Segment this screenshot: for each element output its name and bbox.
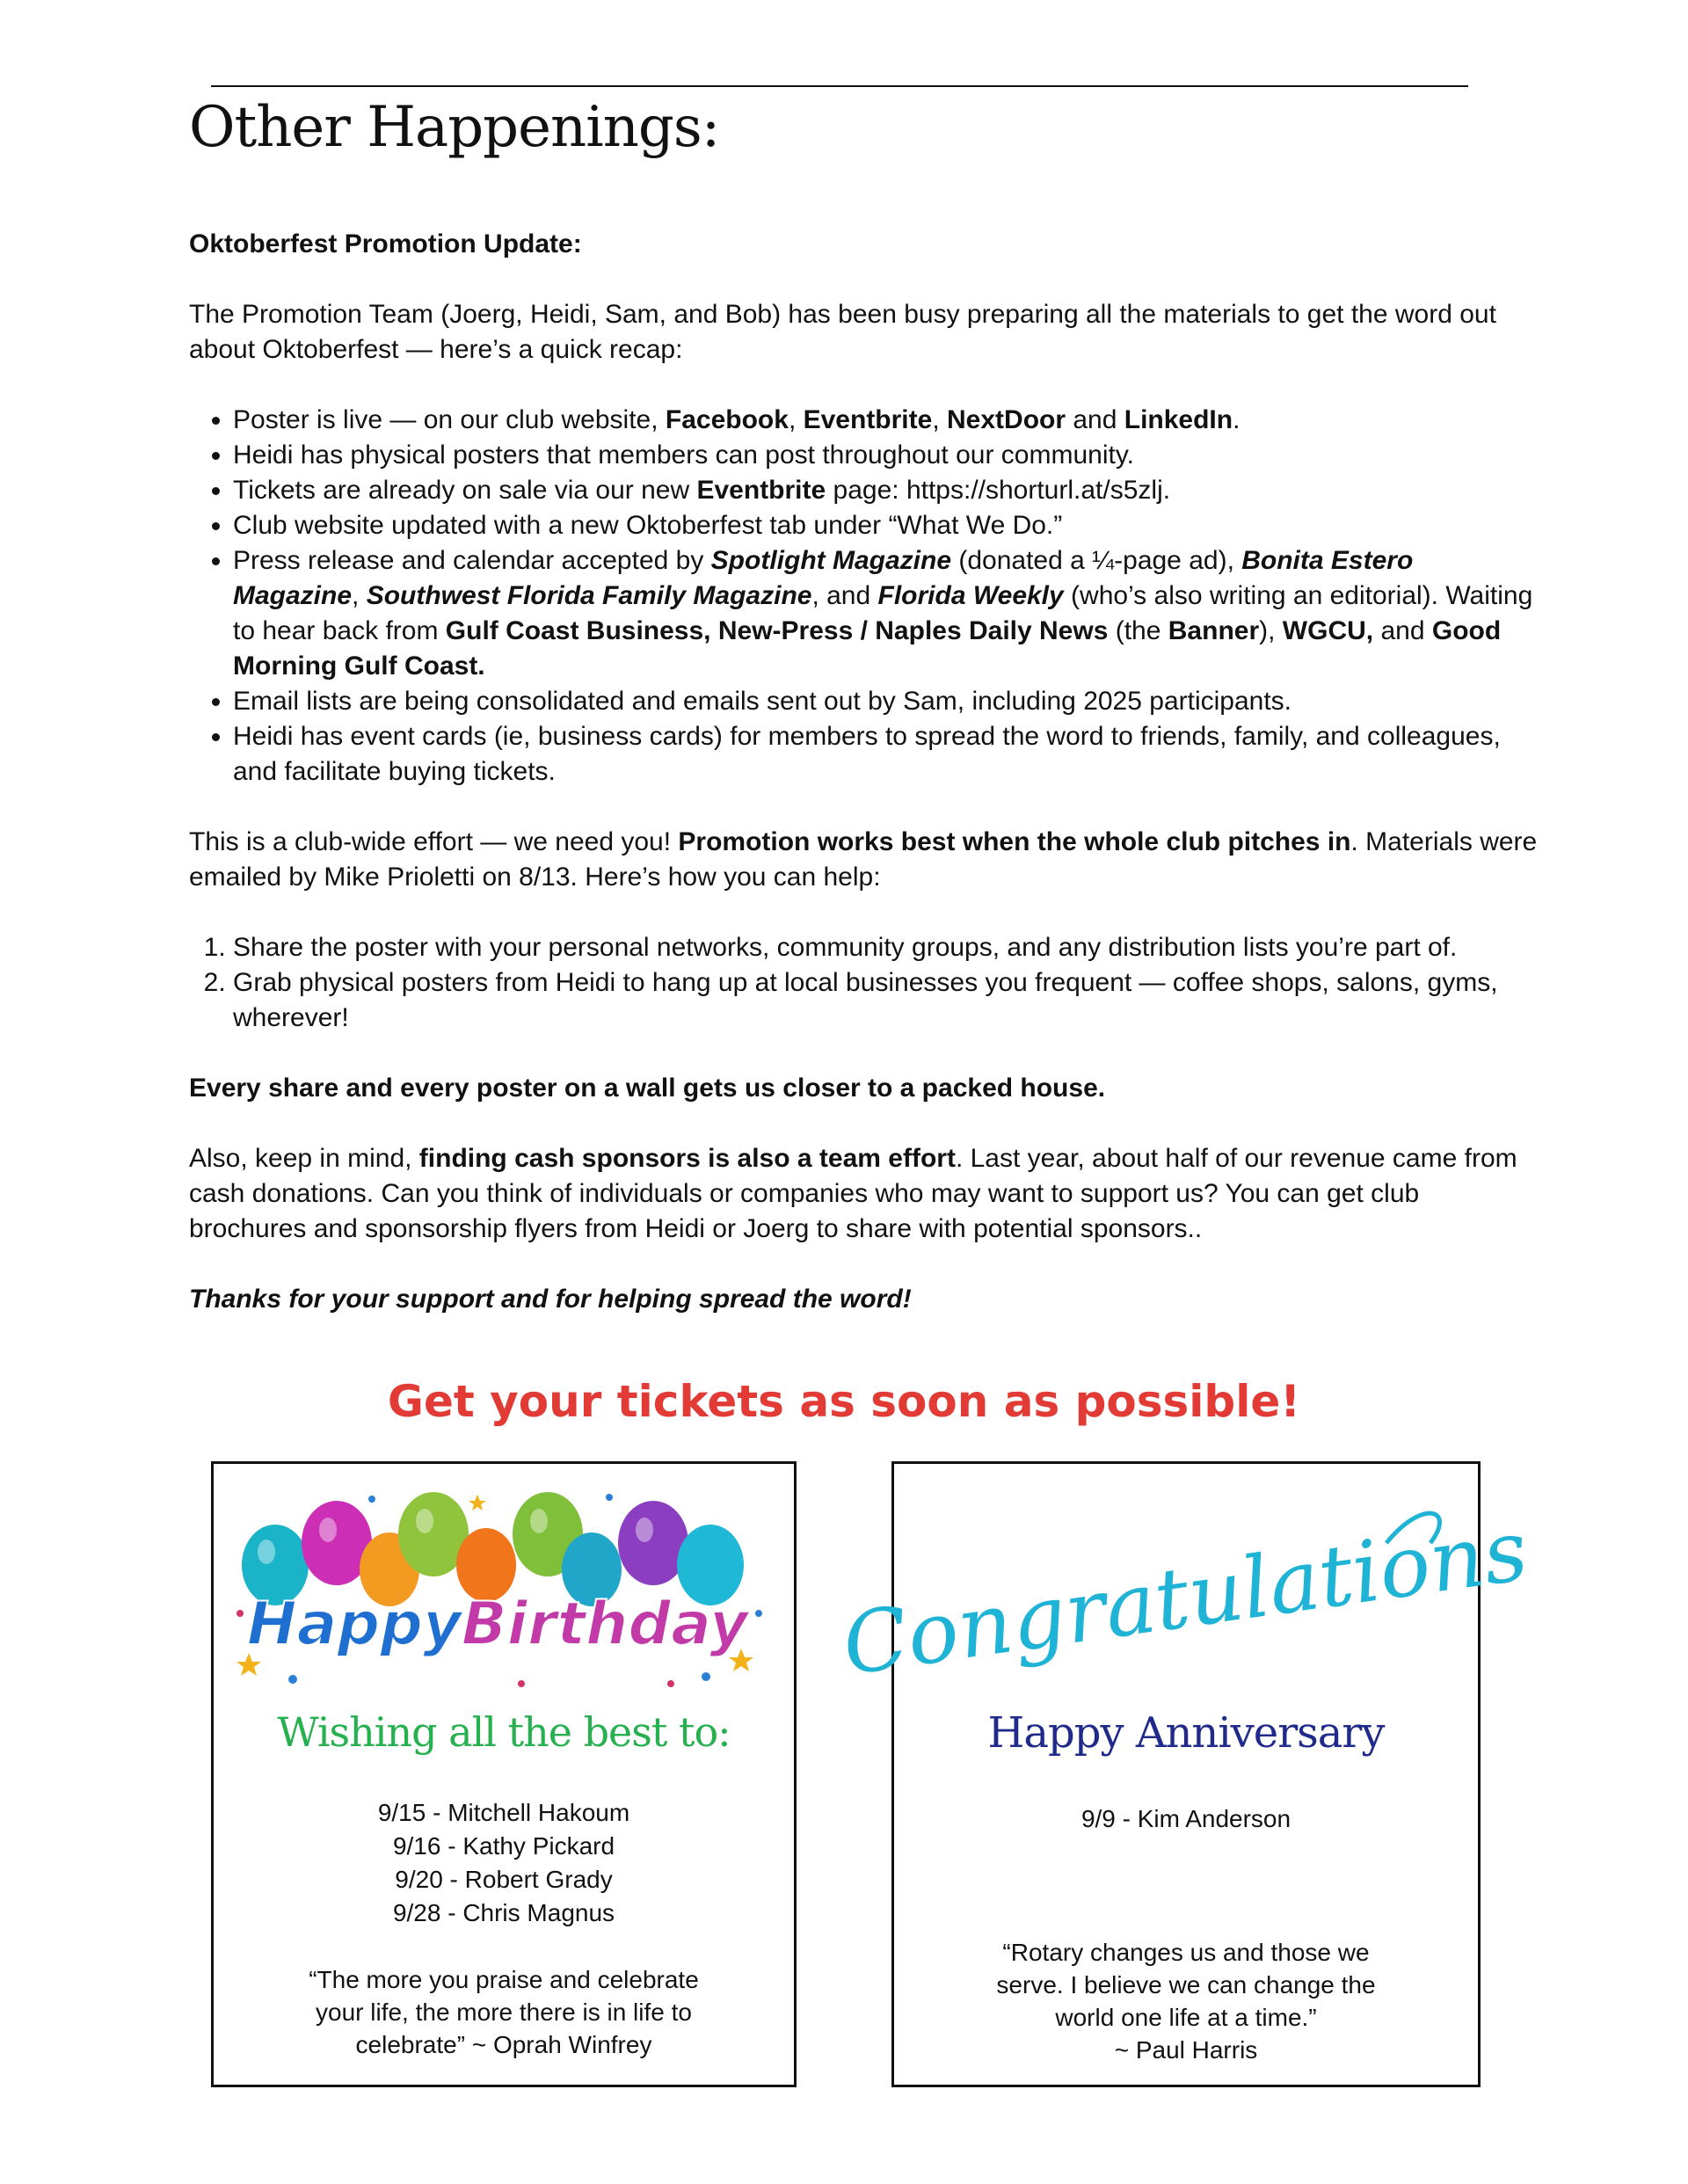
- top-divider: [211, 85, 1468, 87]
- birthday-art-text: Birthday: [461, 1590, 749, 1659]
- recap-list: [189, 403, 1543, 790]
- list-item: • Poster is live — on our club website, Facebook, Eventbrite, NextDoor and LinkedIn.: [233, 403, 1543, 438]
- help-steps: [189, 930, 1543, 1036]
- anniversary-quote: “Rotary changes us and those we serve. I believe we can change the world one life at a time.” ~ Paul Harris: [996, 1939, 1376, 2064]
- birthday-heading: Wishing all the best to:: [277, 1708, 731, 1756]
- tickets-call-to-action: Get your tickets as soon as possible!: [387, 1376, 1301, 1427]
- list-item: 1. Share the poster with your personal networks, community groups, and any distribution lists you’re part of.: [233, 930, 1543, 965]
- section-intro: The Promotion Team (Joerg, Heidi, Sam, and Bob) has been busy preparing all the materials to get the word out about Oktoberfest — here’s a quick recap:: [189, 300, 1496, 364]
- list-item: • Tickets are already on sale via our new Eventbrite page: https://shorturl.at/s5zlj.: [233, 473, 1543, 508]
- happy-birthday-balloons-icon: [214, 1481, 794, 1701]
- list-item: • Email lists are being consolidated and emails sent out by Sam, including 2025 participants.: [233, 684, 1543, 719]
- list-item: 9/20 - Robert Grady: [395, 1866, 613, 1893]
- ticket-link[interactable]: page: https://shorturl.at/s5zlj.: [826, 476, 1171, 505]
- list-item: 9/16 - Kathy Pickard: [392, 1832, 615, 1860]
- list-item: • Press release and calendar accepted by Spotlight Magazine (donated a ¼-page ad), Bonita Estero Magazine, Southwest Florida Family Magazine, and Florida Weekly (who’s also writing an editorial). Waiting to hear back from Gulf Coast Business, New-Press / Naples Daily News (the Banner), WGCU, and Good Morning Gulf Coast.: [233, 543, 1543, 684]
- list-item: 9/28 - Chris Magnus: [392, 1899, 615, 1926]
- birthday-card: [211, 1461, 797, 2087]
- birthday-quote: “The more you praise and celebrate your life, the more there is in life to celebrate” ~ Oprah Winfrey: [309, 1966, 699, 2058]
- list-item: • Club website updated with a new Oktoberfest tab under “What We Do.”: [233, 508, 1543, 543]
- list-item: • Heidi has event cards (ie, business cards) for members to spread the word to friends, family, and colleagues, and facilitate buying tickets.: [233, 719, 1543, 790]
- list-item: • Heidi has physical posters that members can post throughout our community.: [233, 438, 1543, 473]
- thanks-line: Thanks for your support and for helping spread the word!: [189, 1285, 912, 1314]
- anniversary-heading: Happy Anniversary: [987, 1708, 1385, 1758]
- list-item: 2. Grab physical posters from Heidi to hang up at local businesses you frequent — coffee shops, salons, gyms, wherever!: [233, 965, 1543, 1036]
- callout-paragraph: This is a club-wide effort — we need you! Promotion works best when the whole club pitches in. Materials were emailed by Mike Prioletti on 8/13. Here’s how you can help:: [189, 827, 1538, 892]
- page-title: Other Happenings:: [189, 95, 720, 160]
- anniversary-card: [836, 1461, 1533, 2087]
- congratulations-script-icon: [836, 1481, 1533, 1701]
- birthday-names: [214, 1796, 794, 1930]
- anniversary-names: [894, 1802, 1478, 1836]
- emphasis-line: Every share and every poster on a wall gets us closer to a packed house.: [189, 1074, 1106, 1103]
- section-heading: Oktoberfest Promotion Update:: [189, 229, 582, 258]
- sponsor-paragraph: Also, keep in mind, finding cash sponsors is also a team effort. Last year, about half of our revenue came from cash donations. Can you think of individuals or companies who may want to support us? You can get club brochures and sponsorship flyers from Heidi or Joerg to share with potential sponsors..: [189, 1144, 1517, 1243]
- happy-art-text: Happy: [246, 1590, 462, 1659]
- list-item: 9/9 - Kim Anderson: [1080, 1805, 1291, 1832]
- newsletter-body: [189, 227, 1543, 1317]
- list-item: 9/15 - Mitchell Hakoum: [377, 1799, 630, 1826]
- congratulations-art-text: Congratulations: [836, 1501, 1533, 1695]
